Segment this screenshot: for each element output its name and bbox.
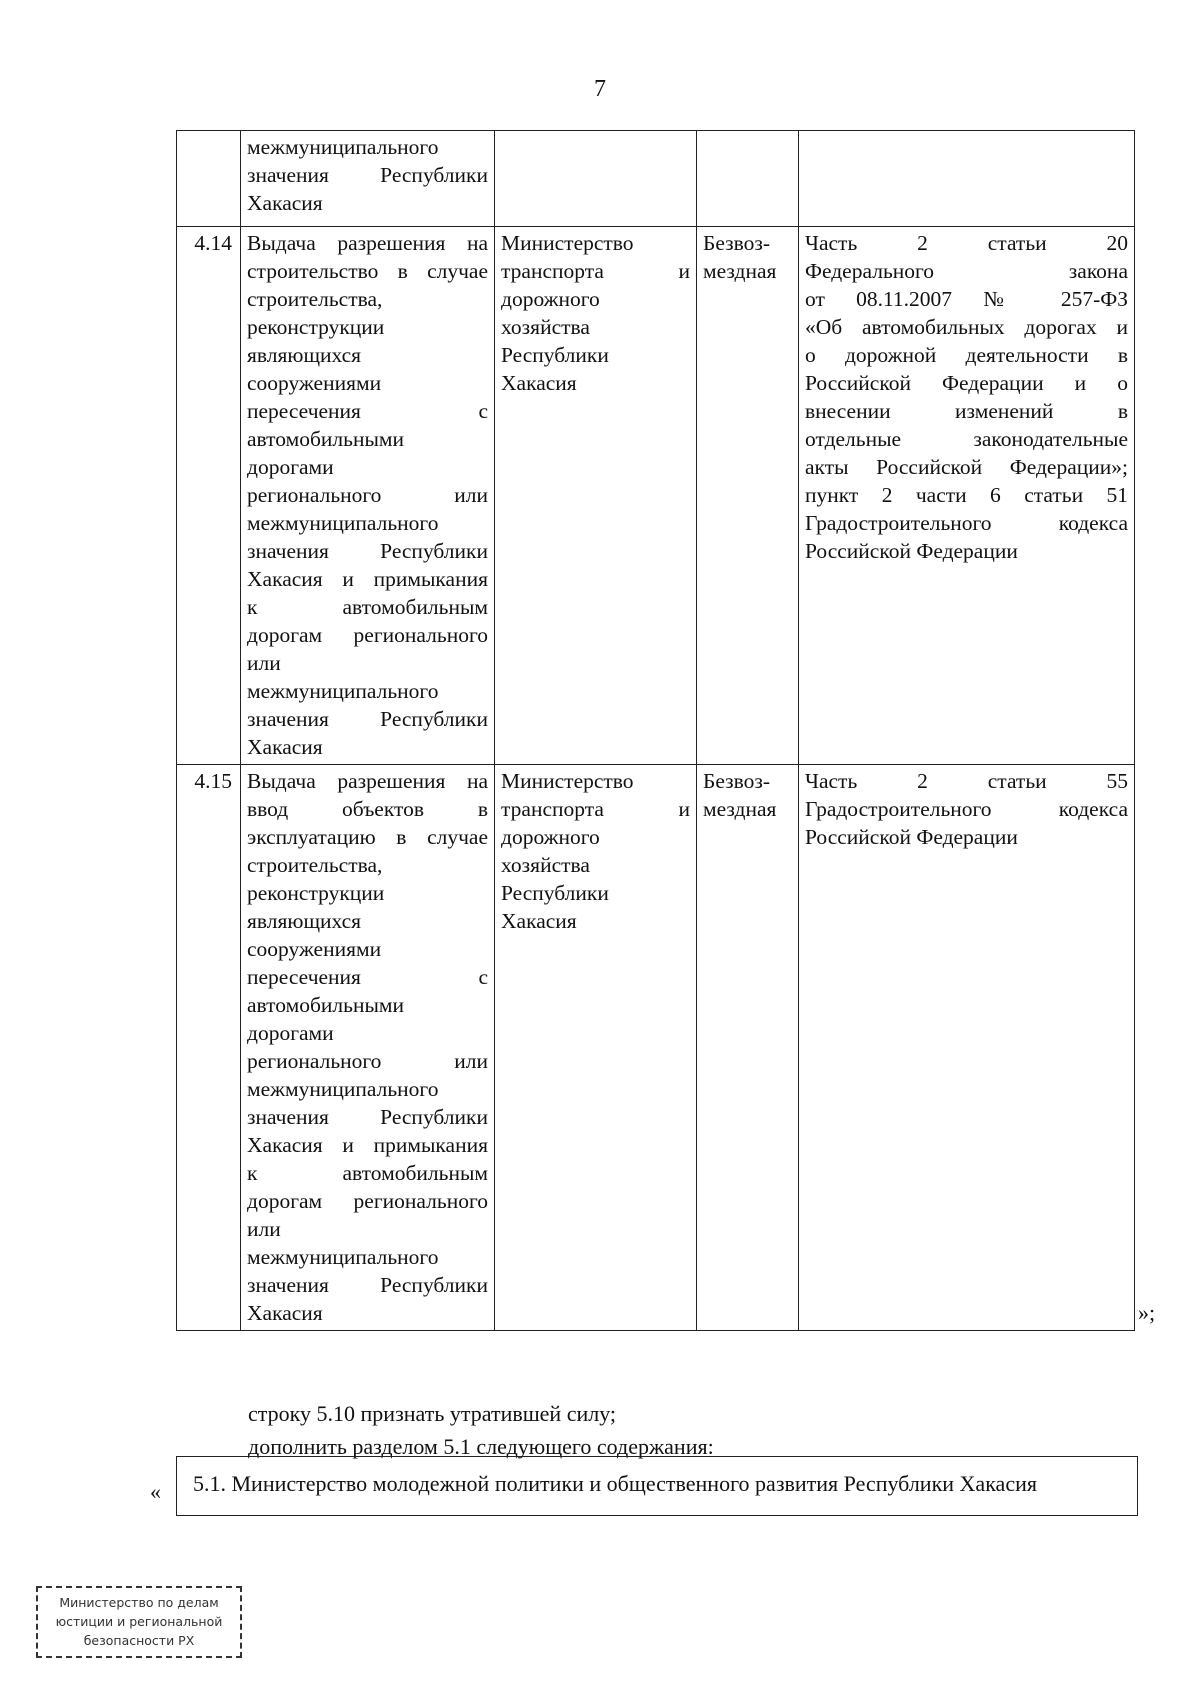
services-table <box>176 130 1135 1331</box>
section-5-1-box <box>176 1456 1138 1516</box>
legal-basis-cell <box>799 131 1135 227</box>
service-name-line: дорогами <box>247 455 334 479</box>
service-name-line: значения Республики <box>247 163 488 187</box>
table-row <box>177 227 1135 765</box>
service-name-line: Хакасия <box>247 735 323 759</box>
table-row <box>177 131 1135 227</box>
service-name-line: строительства, <box>247 287 383 311</box>
closing-quote: »; <box>1138 1300 1156 1325</box>
service-name-line: реконструкции <box>247 881 385 905</box>
service-name-line: значения Республики <box>247 707 488 731</box>
registration-stamp <box>36 1586 242 1658</box>
fee-type-cell <box>697 227 799 765</box>
row-number: 4.14 <box>177 227 241 765</box>
fee-type-cell <box>697 131 799 227</box>
paragraph-line-2: дополнить разделом 5.1 следующего содержания: <box>248 1434 714 1459</box>
service-name-line: Выдача разрешения на <box>247 231 488 255</box>
legal-basis-line: Федерального закона <box>805 259 1128 283</box>
authority-line: Хакасия <box>501 909 577 933</box>
authority-line: Республики <box>501 343 609 367</box>
service-name-line: ввод объектов в <box>247 797 488 821</box>
authority-line: Республики <box>501 881 609 905</box>
service-name-line: межмуниципального <box>247 1077 439 1101</box>
service-name-line: сооружениями <box>247 371 382 395</box>
paragraph-line-1: строку 5.10 признать утратившей силу; <box>248 1401 617 1426</box>
stamp-line: безопасности РХ <box>83 1633 195 1648</box>
service-name-line: дорогам регионального <box>247 623 488 647</box>
section-5-1-title: 5.1. Министерство молодежной политики и общественного развития Республики Хакасия <box>193 1471 1037 1496</box>
legal-basis-line: Российской Федерации и о <box>805 371 1128 395</box>
legal-basis-line: от 08.11.2007 № 257-ФЗ <box>805 287 1128 311</box>
legal-basis-line: отдельные законодательные <box>805 427 1128 451</box>
fee-type-line: Безвоз- <box>703 231 771 255</box>
authority-line: Министерство <box>501 231 634 255</box>
service-name-line: эксплуатацию в случае <box>247 825 488 849</box>
service-name-line: Хакасия и примыкания <box>247 567 488 591</box>
service-name-line: значения Республики <box>247 539 488 563</box>
row-number <box>177 131 241 227</box>
service-name-line: значения Республики <box>247 1105 488 1129</box>
service-name-line: Хакасия <box>247 191 323 215</box>
opening-quote: « <box>150 1479 161 1504</box>
authority-cell <box>495 131 697 227</box>
fee-type-cell <box>697 765 799 1331</box>
service-name-line: Выдача разрешения на <box>247 769 488 793</box>
stamp-line: Министерство по делам <box>59 1595 219 1610</box>
service-name-line: автомобильными <box>247 427 405 451</box>
service-name-line: автомобильными <box>247 993 405 1017</box>
legal-basis-cell <box>799 765 1135 1331</box>
service-name-line: сооружениями <box>247 937 382 961</box>
service-name-cell <box>241 227 495 765</box>
service-name-line: межмуниципального <box>247 679 439 703</box>
authority-line: транспорта и <box>501 797 690 821</box>
stamp-line: юстиции и региональной <box>55 1614 223 1629</box>
service-name-line: строительства, <box>247 853 383 877</box>
legal-basis-cell <box>799 227 1135 765</box>
authority-line: дорожного <box>501 825 600 849</box>
legal-basis-line: Градостроительного кодекса <box>805 511 1128 535</box>
authority-cell <box>495 227 697 765</box>
row-number: 4.15 <box>177 765 241 1331</box>
legal-basis-line: Градостроительного кодекса <box>805 797 1128 821</box>
authority-cell <box>495 765 697 1331</box>
authority-line: Хакасия <box>501 371 577 395</box>
service-name-line: регионального или <box>247 483 488 507</box>
authority-line: хозяйства <box>501 315 590 339</box>
service-name-line: к автомобильным <box>247 1161 488 1185</box>
legal-basis-line: пункт 2 части 6 статьи 51 <box>805 483 1128 507</box>
legal-basis-line: Часть 2 статьи 55 <box>805 769 1128 793</box>
page-number: 7 <box>594 76 606 102</box>
authority-line: транспорта и <box>501 259 690 283</box>
service-name-line: пересечения с <box>247 965 488 989</box>
fee-type-line: мездная <box>703 259 777 283</box>
service-name-cell <box>241 765 495 1331</box>
legal-basis-line: «Об автомобильных дорогах и <box>805 315 1128 339</box>
service-name-line: регионального или <box>247 1049 488 1073</box>
service-name-line: дорогами <box>247 1021 334 1045</box>
authority-line: дорожного <box>501 287 600 311</box>
service-name-line: межмуниципального <box>247 1245 439 1269</box>
service-name-line: являющихся <box>247 909 362 933</box>
service-name-line: или <box>247 651 281 675</box>
fee-type-line: Безвоз- <box>703 769 771 793</box>
service-name-line: к автомобильным <box>247 595 488 619</box>
service-name-line: строительство в случае <box>247 259 488 283</box>
service-name-line: межмуниципального <box>247 511 439 535</box>
legal-basis-line: о дорожной деятельности в <box>805 343 1128 367</box>
service-name-line: или <box>247 1217 281 1241</box>
legal-basis-line: Российской Федерации <box>805 825 1018 849</box>
legal-basis-line: акты Российской Федерации»; <box>805 455 1128 479</box>
legal-basis-line: внесении изменений в <box>805 399 1128 423</box>
authority-line: хозяйства <box>501 853 590 877</box>
service-name-line: Хакасия и примыкания <box>247 1133 488 1157</box>
service-name-cell <box>241 131 495 227</box>
service-name-line: дорогам регионального <box>247 1189 488 1213</box>
table-row <box>177 765 1135 1331</box>
service-name-line: реконструкции <box>247 315 385 339</box>
service-name-line: межмуниципального <box>247 135 439 159</box>
service-name-line: являющихся <box>247 343 362 367</box>
fee-type-line: мездная <box>703 797 777 821</box>
authority-line: Министерство <box>501 769 634 793</box>
legal-basis-line: Часть 2 статьи 20 <box>805 231 1128 255</box>
legal-basis-line: Российской Федерации <box>805 539 1018 563</box>
service-name-line: пересечения с <box>247 399 488 423</box>
service-name-line: Хакасия <box>247 1301 323 1325</box>
service-name-line: значения Республики <box>247 1273 488 1297</box>
